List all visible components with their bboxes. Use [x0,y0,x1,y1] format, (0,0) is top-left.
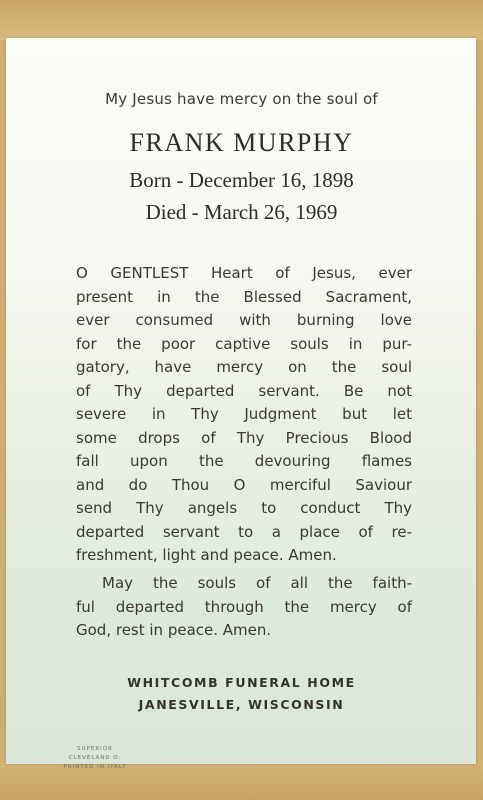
prayer-line: for the poor captive souls in pur- [76,334,412,353]
prayer-line: present in the Blessed Sacrament, [76,287,412,306]
funeral-home-name: WHITCOMB FUNERAL HOME [127,675,356,690]
death-date: Died - March 26, 1969 [145,200,338,224]
prayer-line: fall upon the devouring flames [76,452,412,470]
printer-mark-line: CLEVELAND O. [68,755,122,761]
blessing-text [76,572,412,643]
printer-mark-line: SUPERIOR [77,746,113,752]
prayer-line: send Thy angels to conduct Thy [76,499,412,517]
birth-date: Born - December 16, 1898 [129,168,354,192]
prayer-line: freshment, light and peace. Amen. [76,546,337,564]
prayer-line: of Thy departed servant. Be not [76,381,412,400]
prayer-text [76,262,412,568]
card-backing-top [0,0,483,40]
blessing-line: May the souls of all the faith- [102,574,412,592]
intro-text: My Jesus have mercy on the soul of [105,90,378,108]
deceased-name: FRANK MURPHY [129,128,354,157]
printer-mark-line: PRINTED IN ITALY [63,764,127,770]
prayer-line: ever consumed with burning love [76,311,412,329]
prayer-line: O GENTLEST Heart of Jesus, ever [76,264,412,282]
prayer-line: and do Thou O merciful Saviour [76,475,412,494]
funeral-home-location: JANESVILLE, WISCONSIN [138,697,345,712]
blessing-line: God, rest in peace. Amen. [76,621,272,639]
prayer-line: some drops of Thy Precious Blood [76,428,412,447]
prayer-line: severe in Thy Judgment but let [76,405,412,423]
prayer-line: departed servant to a place of re- [76,522,412,541]
blessing-line: ful departed through the mercy of [76,597,412,616]
prayer-line: gatory, have mercy on the soul [76,358,412,376]
